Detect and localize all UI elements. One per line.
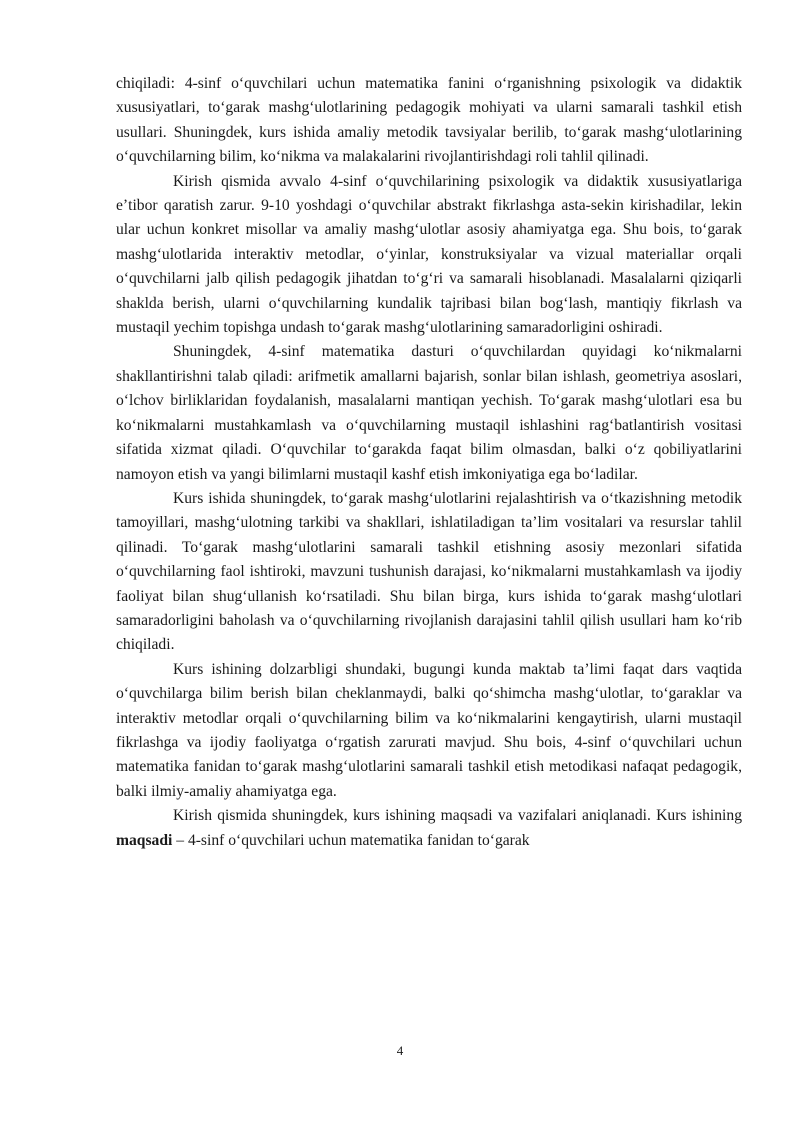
paragraph-3: Shuningdek, 4-sinf matematika dasturi oʻquvchilardan quyidagi koʻnikmalarni shakllantirishni talab qiladi: arifmetik amallarni bajarish, sonlar bilan ishlash, geometriya asoslari, oʻlchov birliklaridan foydalanish, masalalarni mantiqan yechish. Toʻgarak mashgʻulotlari esa bu koʻnikmalarni mustahkamlash va oʻquvchilarning mustaqil ishlashini ragʻbatlantirish vositasi sifatida xizmat qiladi. Oʻquvchilar toʻgarakda faqat bilim olmasdan, balki oʻz qobiliyatlarini namoyon etish va yangi bilimlarni mustaqil kashf etish imkoniyatiga ega boʻladilar. bbox=[116, 343, 742, 483]
paragraph-6-text-after: – 4-sinf oʻquvchilari uchun matematika fanidan toʻgarak bbox=[172, 831, 530, 849]
paragraph-2: Kirish qismida avvalo 4-sinf oʻquvchilarining psixologik va didaktik xususiyatlariga eʼtibor qaratish zarur. 9-10 yoshdagi oʻquvchilar abstrakt fikrlashga asta-sekin kirishadilar, lekin ular uchun konkret misollar va amaliy mashgʻulotlar asosiy ahamiyatga ega. Shu bois, toʻgarak mashgʻulotlarida interaktiv metodlar, oʻyinlar, konstruksiyalar va vizual materiallar orqali oʻquvchilarni jalb qilish pedagogik jihatdan toʻgʻri va samarali hisoblanadi. Masalalarni qiziqarli shaklda berish, ularni oʻquvchilarning kundalik tajribasi bilan bogʻlash, mantiqiy fikrlash va mustaqil yechim topishga undash toʻgarak mashgʻulotlarining samaradorligini oshiradi. bbox=[116, 172, 742, 337]
page-number: 4 bbox=[396, 1043, 404, 1058]
paragraph-1: chiqiladi: 4-sinf oʻquvchilari uchun matematika fanini oʻrganishning psixologik va didaktik xususiyatlari, toʻgarak mashgʻulotlarining pedagogik mohiyati va ularni samarali tashkil etish usullari. Shuningdek, kurs ishida amaliy metodik tavsiyalar berilib, toʻgarak mashgʻulotlarining oʻquvchilarning bilim, koʻnikma va malakalarini rivojlantirishdagi roli tahlil qilinadi. bbox=[116, 75, 742, 166]
paragraph-6 bbox=[116, 804, 742, 853]
paragraph-5: Kurs ishining dolzarbligi shundaki, bugungi kunda maktab taʼlimi faqat dars vaqtida oʻquvchilarga bilim berish bilan cheklanmaydi, balki qoʻshimcha mashgʻulotlar, toʻgaraklar va interaktiv metodlar orqali oʻquvchilarning bilim va koʻnikmalarini kengaytirish, ularni mustaqil fikrlashga va ijodiy faoliyatga oʻrgatish zarurati mavjud. Shu bois, 4-sinf oʻquvchilari uchun matematika fanidan toʻgarak mashgʻulotlarini samarali tashkil etish metodikasi nafaqat pedagogik, balki ilmiy-amaliy ahamiyatga ega. bbox=[116, 660, 742, 800]
paragraph-6-bold-term: maqsadi bbox=[116, 831, 173, 849]
document-body bbox=[116, 72, 742, 853]
paragraph-6-text-before: Kirish qismida shuningdek, kurs ishining maqsadi va vazifalari aniqlanadi. Kurs ishining bbox=[173, 807, 742, 825]
paragraph-4: Kurs ishida shuningdek, toʻgarak mashgʻulotlarini rejalashtirish va oʻtkazishning metodik tamoyillari, mashgʻulotning tarkibi va shakllari, ishlatiladigan taʼlim vositalari va resurslar tahlil qilinadi. Toʻgarak mashgʻulotlarini samarali tashkil etishning asosiy mezonlari sifatida oʻquvchilarning faol ishtiroki, mavzuni tushunish darajasi, koʻnikmalarni mustahkamlash va ijodiy faoliyat bilan shugʻullanish koʻrsatiladi. Shu bilan birga, kurs ishida toʻgarak mashgʻulotlari samaradorligini baholash va oʻquvchilarning rivojlanish darajasini tahlil qilish usullari ham koʻrib chiqiladi. bbox=[116, 489, 742, 654]
